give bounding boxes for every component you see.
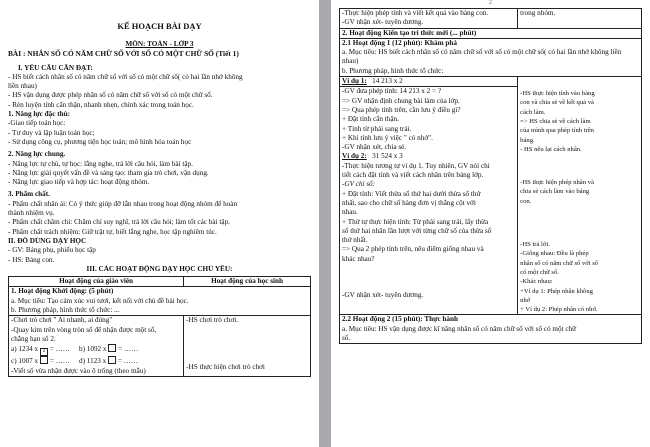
hs3-line: + Ví dụ 2: Phép nhân có nhớ. bbox=[520, 306, 598, 314]
gv2-line: khác nhau? bbox=[342, 254, 375, 263]
sec1-line: - HS biết cách nhân số có năm chữ số với số có một chữ số( có hai lần nhớ không bbox=[8, 72, 243, 81]
hs2-line: con. bbox=[520, 197, 532, 205]
gv-line: + Đặt tính cẩn thận. bbox=[342, 115, 399, 124]
exercise-c: c) 1007 x bbox=[11, 357, 39, 366]
gv2-line: -Thực hiện tương tự ví dụ 1. Tuy nhiên, GV nói chi bbox=[342, 161, 490, 170]
exercise-eq: = …… bbox=[118, 345, 139, 354]
sec1-line: - Rèn luyện tính cẩn thận, nhanh nhẹn, chính xác trong toán học. bbox=[8, 100, 194, 109]
hd22-goal: a. Mục tiêu: HS vận dụng được kĩ năng nhân số có năm chữ số với số có một chữ bbox=[342, 324, 577, 333]
nl-dacthu-line: -Giao tiếp toán học: bbox=[8, 119, 66, 128]
vd2-label: Ví dụ 2: bbox=[342, 152, 367, 161]
hs-line: - HS nêu lại cách nhân. bbox=[520, 145, 582, 153]
nl-dacthu-line: - Tư duy và lập luận toán học; bbox=[8, 128, 95, 137]
exercise-b: b) 1092 x bbox=[78, 345, 107, 354]
gv-line: -GV nhận xét, chia sẻ. bbox=[342, 143, 407, 152]
page-2 bbox=[331, 0, 650, 447]
gv2-line: nhau. bbox=[342, 208, 358, 217]
spacer bbox=[342, 264, 515, 291]
gv-line: + Tính từ phải sang trái. bbox=[342, 124, 412, 133]
hs-line: => HS chia sẻ về cách làm bbox=[520, 117, 591, 125]
section-2-title: II. ĐỒ DÙNG DẠY HỌC bbox=[8, 236, 87, 245]
hs-line: -HS thực hiện chơi trò chơi bbox=[186, 362, 265, 371]
exercise-eq: = …… bbox=[117, 357, 139, 366]
section-1-title: I. YÊU CẦU CẦN ĐẠT: bbox=[18, 63, 93, 72]
answer-box: 2 bbox=[40, 348, 48, 356]
gv-line: -Quay kim trên vòng tròn số để nhận được một số, bbox=[11, 325, 157, 334]
sec1-line: liền nhau) bbox=[8, 82, 37, 91]
top-hs bbox=[518, 9, 642, 29]
hd1-hs bbox=[518, 77, 642, 315]
hd1-goal: a. Mục tiêu: HS biết cách nhân số có năm chữ số với số có một chữ số( có hai lần nhớ không liền nhau) bbox=[342, 48, 622, 66]
hs-line: -HS chơi trò chơi. bbox=[186, 316, 239, 325]
hd1-method: b. Phương pháp, hình thức tổ chức: bbox=[342, 66, 444, 75]
warmup-goal: a. Mục tiêu: Tạo cảm xúc vui tươi, kết nối với chủ đề bài học. bbox=[11, 296, 189, 305]
hs3-line: -Khác nhau: bbox=[520, 278, 553, 286]
spacer bbox=[520, 77, 639, 89]
nl-chung-title: 2. Năng lực chung. bbox=[8, 150, 66, 159]
activity-table bbox=[8, 276, 311, 377]
hd22-goal: số. bbox=[342, 334, 351, 343]
spacer bbox=[520, 206, 639, 240]
gv-end: -GV nhận xét- tuyên dương. bbox=[342, 291, 424, 300]
hs3-line: có một chữ số. bbox=[520, 268, 559, 276]
sec1-line: - HS vận dụng được phép nhân số có năm chữ số với số có một chữ số. bbox=[8, 91, 213, 100]
gv-line: -Thực hiện phép tính và viết kết quả vào bảng con. bbox=[342, 9, 489, 17]
nl-chung-line: - Năng lực giao tiếp và hợp tác: hoạt động nhóm. bbox=[8, 178, 150, 187]
exercise-row bbox=[11, 356, 181, 366]
vd1-row bbox=[340, 77, 517, 87]
activity-table-cont bbox=[339, 8, 642, 344]
hs-line: của mình qua phép tính trên bbox=[520, 127, 594, 135]
col-gv-header: Hoạt động của giáo viên bbox=[9, 277, 184, 287]
gv2-line: thứ nhất. bbox=[342, 236, 368, 245]
warmup-hs bbox=[184, 316, 311, 376]
answer-box bbox=[108, 344, 116, 352]
spacer bbox=[520, 154, 639, 178]
gv-line: -GV đưa phép tính: 14 213 x 2 = ? bbox=[342, 87, 442, 96]
hs-line: con và chia sẻ về kết quả và bbox=[520, 99, 594, 107]
doc-title: KẾ HOẠCH BÀI DẠY bbox=[117, 20, 202, 31]
top-gv bbox=[340, 9, 518, 29]
pc-line: thành nhiệm vụ. bbox=[8, 209, 55, 218]
section-3-title: III. CÁC HOẠT ĐỘNG DẠY HỌC CHỦ YẾU: bbox=[86, 264, 233, 273]
hs3-line: +Ví dụ 1: Phép nhân không bbox=[520, 287, 593, 295]
gv-line: => GV nhận định chung bài làm của lớp. bbox=[342, 96, 460, 105]
spacer bbox=[186, 326, 308, 363]
gv2-line: tiết cách đặt tính và viết cách nhân trên bảng lớp. bbox=[342, 171, 484, 180]
gv2-line: + Đặt tính: Viết thừa số thứ hai dưới thừa số thứ bbox=[342, 189, 481, 198]
warmup-gv bbox=[9, 316, 184, 376]
hd22-block bbox=[340, 315, 642, 344]
hd2-title: 2. Hoạt động Kiến tạo tri thức mới (... phút) bbox=[340, 28, 642, 38]
gv-line: -GV nhận xét- tuyên dương. bbox=[342, 18, 424, 27]
gv2-line: số thứ hai nhân lần lượt với từng chữ số của thừa số bbox=[342, 226, 492, 235]
hs3-line: nhân số có năm chữ số với số bbox=[520, 259, 599, 267]
vd1-label: Ví dụ 1: bbox=[342, 77, 367, 86]
hd1-block bbox=[340, 38, 642, 76]
page-number: 2 bbox=[489, 0, 492, 6]
exercise-eq: = …… bbox=[49, 345, 70, 354]
warmup-block bbox=[9, 287, 311, 316]
pc-title: 3. Phẩm chất. bbox=[8, 190, 50, 199]
gv-line: + Khi tính lưu ý việc " có nhớ". bbox=[342, 133, 433, 142]
page-gap bbox=[319, 0, 331, 447]
pc-line: - Phẩm chất chăm chỉ: Chăm chỉ suy nghĩ, trả lời câu hỏi; làm tốt các bài tập. bbox=[8, 218, 230, 227]
sec2-line: - GV: Bảng phụ, phiếu học tập bbox=[8, 246, 96, 255]
hd1-title: 2.1 Hoạt động 1 (12 phút): Khám phá bbox=[342, 38, 458, 47]
warmup-title: 1. Hoạt động Khởi động: (5 phút) bbox=[11, 287, 114, 296]
hs3-line: nhớ bbox=[520, 296, 531, 304]
gv2-line: + Thứ tự thực hiện tính: Từ phải sang trái, lấy thừa bbox=[342, 217, 489, 226]
hs-line: trong nhóm. bbox=[520, 9, 556, 17]
warmup-method: b. Phương pháp, hình thức tổ chức: ... bbox=[11, 306, 120, 315]
gv-line: => Qua phép tính trên, cần lưu ý điều gì? bbox=[342, 105, 461, 114]
gv-line: -Viết số vừa nhận được vào ô trống (theo mẫu) bbox=[11, 366, 146, 375]
col-hs-header: Hoạt động của học sinh bbox=[184, 277, 311, 287]
answer-box bbox=[40, 356, 48, 364]
sec2-line: - HS: Bảng con. bbox=[8, 255, 55, 264]
hs3-line: -HS trả lời. bbox=[520, 241, 550, 249]
doc-subject: MÔN: TOÁN - LỚP 3 bbox=[125, 40, 194, 48]
hs-line: cách làm. bbox=[520, 108, 546, 116]
hs3-line: -Giống nhau: Đều là phép bbox=[520, 250, 589, 258]
hd22-title: 2.2 Hoạt động 2 (15 phút): Thực hành bbox=[342, 315, 459, 324]
vd1-expr: 14 213 x 2 bbox=[372, 77, 403, 86]
exercise-row bbox=[11, 344, 181, 356]
nl-dacthu-title: 1. Năng lực đặc thù: bbox=[8, 110, 71, 119]
lesson-title: BÀI : NHÂN SỐ CÓ NĂM CHỮ SỐ VỚI SỐ CÓ MỘT CHỮ SỐ (Tiết 1) bbox=[8, 49, 239, 59]
hd1-gv bbox=[340, 77, 518, 315]
exercise-a: a) 1234 x bbox=[11, 345, 39, 354]
nl-dacthu-line: - Sử dụng công cụ, phương tiện học toán; mô hình hóa toán học bbox=[8, 137, 192, 146]
nl-chung-line: - Năng lực giải quyết vấn đề và sáng tạo: tham gia trò chơi, vận dụng. bbox=[8, 168, 209, 177]
hs-line: bảng. bbox=[520, 136, 535, 144]
hs-line: -HS thực hiện tính vào bảng bbox=[520, 90, 595, 98]
gv-line: chẳng hạn số 2. bbox=[11, 334, 56, 343]
exercise-eq: = …… bbox=[49, 357, 70, 366]
exercise-d: d) 1123 x bbox=[78, 357, 107, 366]
gv-line: -Chơi trò chơi " Ai nhanh, ai đúng" bbox=[11, 316, 113, 325]
vd2-expr: 31 524 x 3 bbox=[372, 152, 403, 161]
gv2-line: => Qua 2 phép tính trên, nêu điểm giống nhau và bbox=[342, 245, 484, 254]
pc-line: - Phẩm chất trách nhiệm: Giữ trật tự, biết lắng nghe, học tập nghiêm túc. bbox=[8, 227, 217, 236]
answer-box bbox=[108, 356, 116, 364]
page-1 bbox=[0, 0, 319, 447]
pc-line: - Phẩm chất nhân ái: Có ý thức giúp đỡ lẫn nhau trong hoạt động nhóm để hoàn bbox=[8, 199, 238, 208]
hs2-line: -HS thực hiện phép nhân và bbox=[520, 179, 594, 187]
hs2-line: chia sẻ cách làm vào bảng bbox=[520, 188, 590, 196]
nl-chung-line: - Năng lực tự chủ, tự học: lắng nghe, trả lời câu hỏi, làm bài tập. bbox=[8, 159, 193, 168]
gv2-line: nhất, sao cho chữ số hàng đơn vị thẳng cột với bbox=[342, 198, 476, 207]
gv2-line: -GV chỉ số: bbox=[342, 180, 376, 189]
